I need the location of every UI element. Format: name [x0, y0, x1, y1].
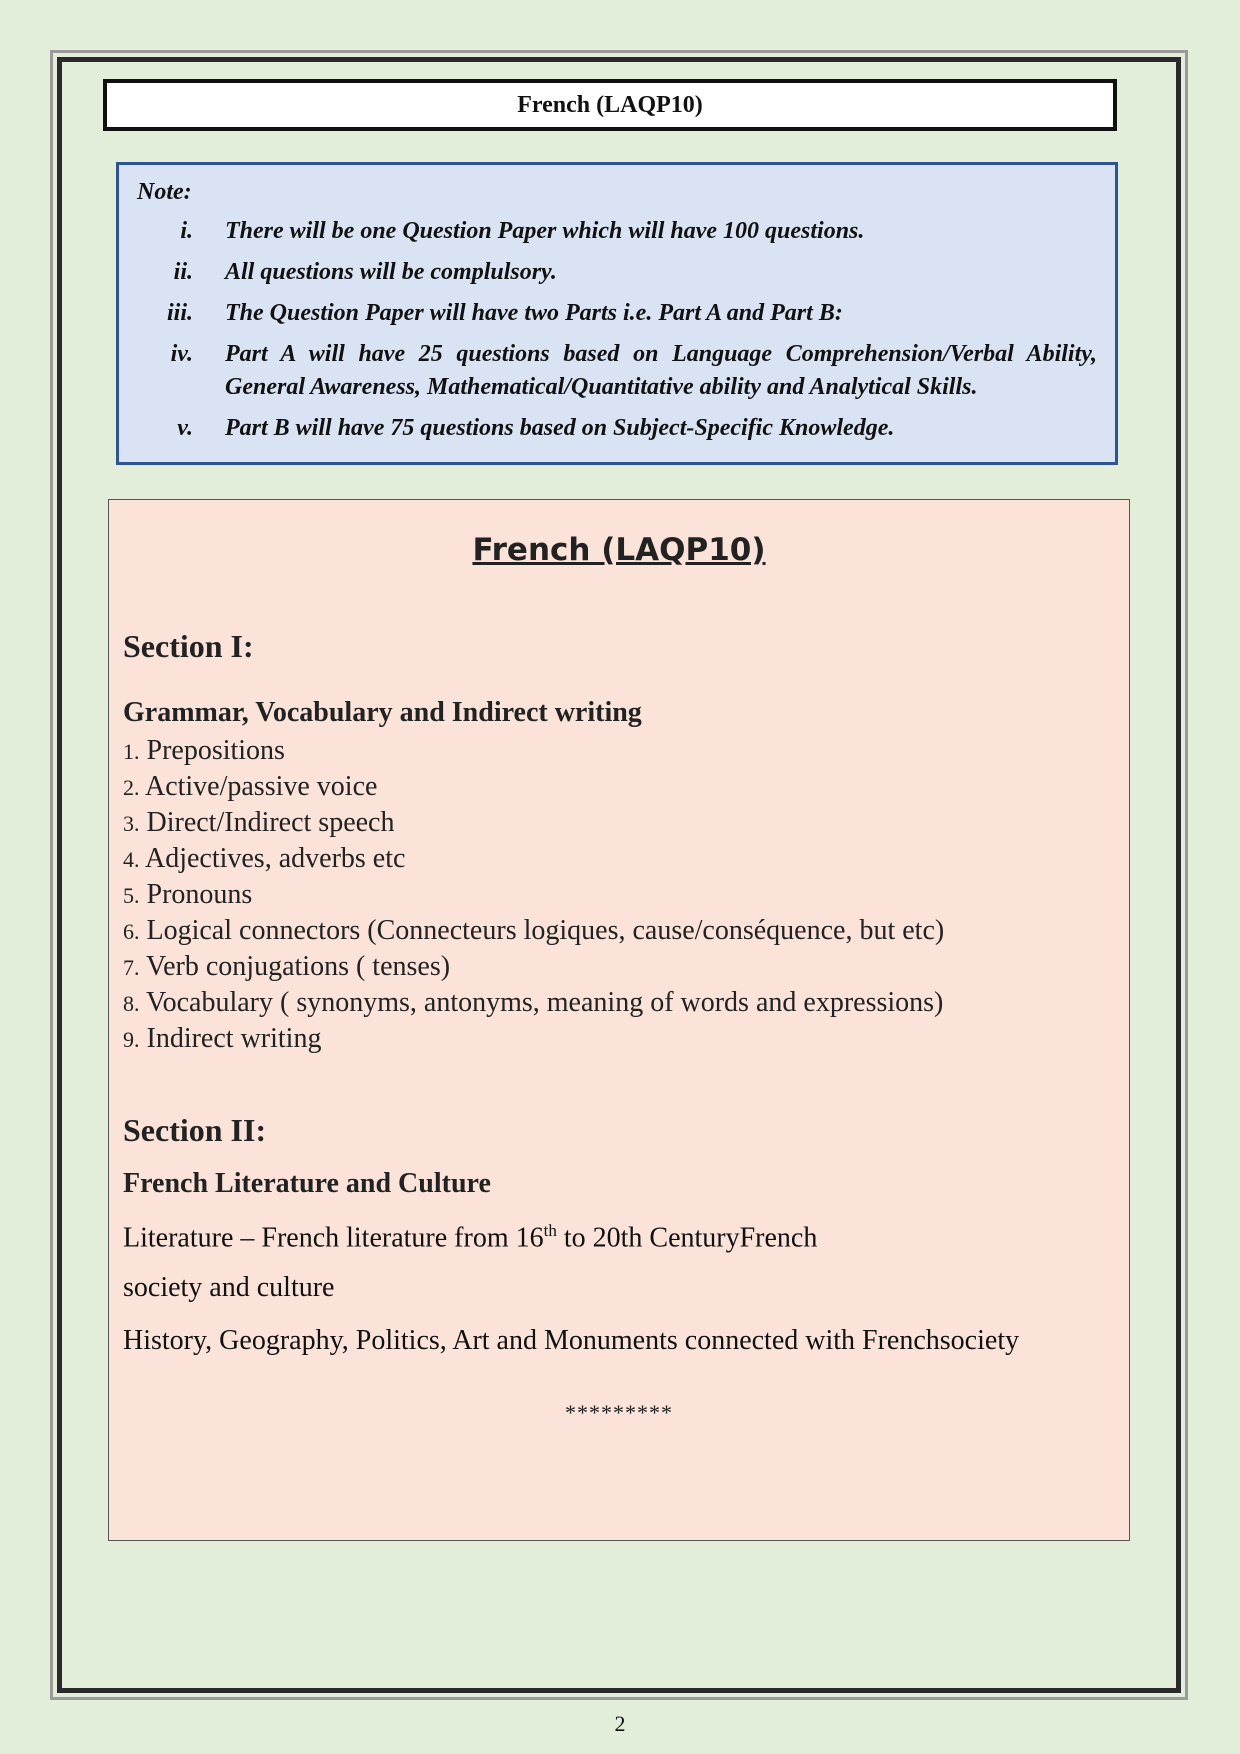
list-item: 2. Active/passive voice	[123, 771, 378, 802]
society-culture-line: society and culture	[123, 1272, 335, 1303]
list-item: 6. Logical connectors (Connecteurs logiques, cause/conséquence, but etc)	[123, 915, 945, 946]
note-item-number: iii.	[166, 300, 193, 326]
note-item-number: iv.	[170, 341, 193, 367]
list-item: 5. Pronouns	[123, 879, 253, 910]
note-item	[137, 412, 1097, 445]
list-item: 3. Direct/Indirect speech	[123, 807, 395, 838]
syllabus-box	[108, 499, 1130, 1541]
note-item-number: i.	[180, 218, 193, 244]
note-item	[137, 297, 1097, 330]
literature-line: Literature – French literature from 16th to 20th CenturyFrench	[123, 1221, 818, 1254]
note-item	[137, 256, 1097, 289]
topic-list	[123, 733, 944, 1057]
note-item-text: There will be one Question Paper which will have 100 questions.	[225, 218, 865, 244]
list-item: 9. Indirect writing	[123, 1023, 322, 1054]
section-1-subheading: Grammar, Vocabulary and Indirect writing	[123, 697, 642, 728]
list-item: 8. Vocabulary ( synonyms, antonyms, meaning of words and expressions)	[123, 987, 944, 1018]
note-box	[116, 162, 1118, 465]
syllabus-title: French (LAQP10)	[472, 532, 766, 568]
section-2-subheading: French Literature and Culture	[123, 1168, 491, 1199]
end-mark: *********	[565, 1400, 673, 1425]
list-item: 1. Prepositions	[123, 735, 285, 766]
document-title: French (LAQP10)	[517, 91, 703, 118]
note-item-text: Part B will have 75 questions based on Subject-Specific Knowledge.	[225, 415, 895, 441]
note-item-text: Part A will have 25 questions based on Language Comprehension/Verbal Ability, General Awareness, Mathematical/Quantitative ability and Analytical Skills.	[225, 341, 1097, 400]
list-item: 4. Adjectives, adverbs etc	[123, 843, 406, 874]
note-item-text: The Question Paper will have two Parts i.e. Part A and Part B:	[225, 300, 843, 326]
history-line: History, Geography, Politics, Art and Monuments connected with Frenchsociety	[123, 1325, 1020, 1356]
list-item: 7. Verb conjugations ( tenses)	[123, 951, 451, 982]
note-label: Note:	[137, 179, 192, 205]
note-item-number: v.	[177, 415, 193, 441]
note-item	[137, 215, 1097, 248]
page-number: 2	[614, 1711, 626, 1736]
note-item-text: All questions will be complulsory.	[225, 259, 557, 285]
note-item	[137, 338, 1097, 404]
document-title-box	[103, 79, 1117, 131]
section-1-heading: Section I:	[123, 628, 254, 664]
note-item-number: ii.	[173, 259, 193, 285]
section-2-heading: Section II:	[123, 1112, 267, 1148]
